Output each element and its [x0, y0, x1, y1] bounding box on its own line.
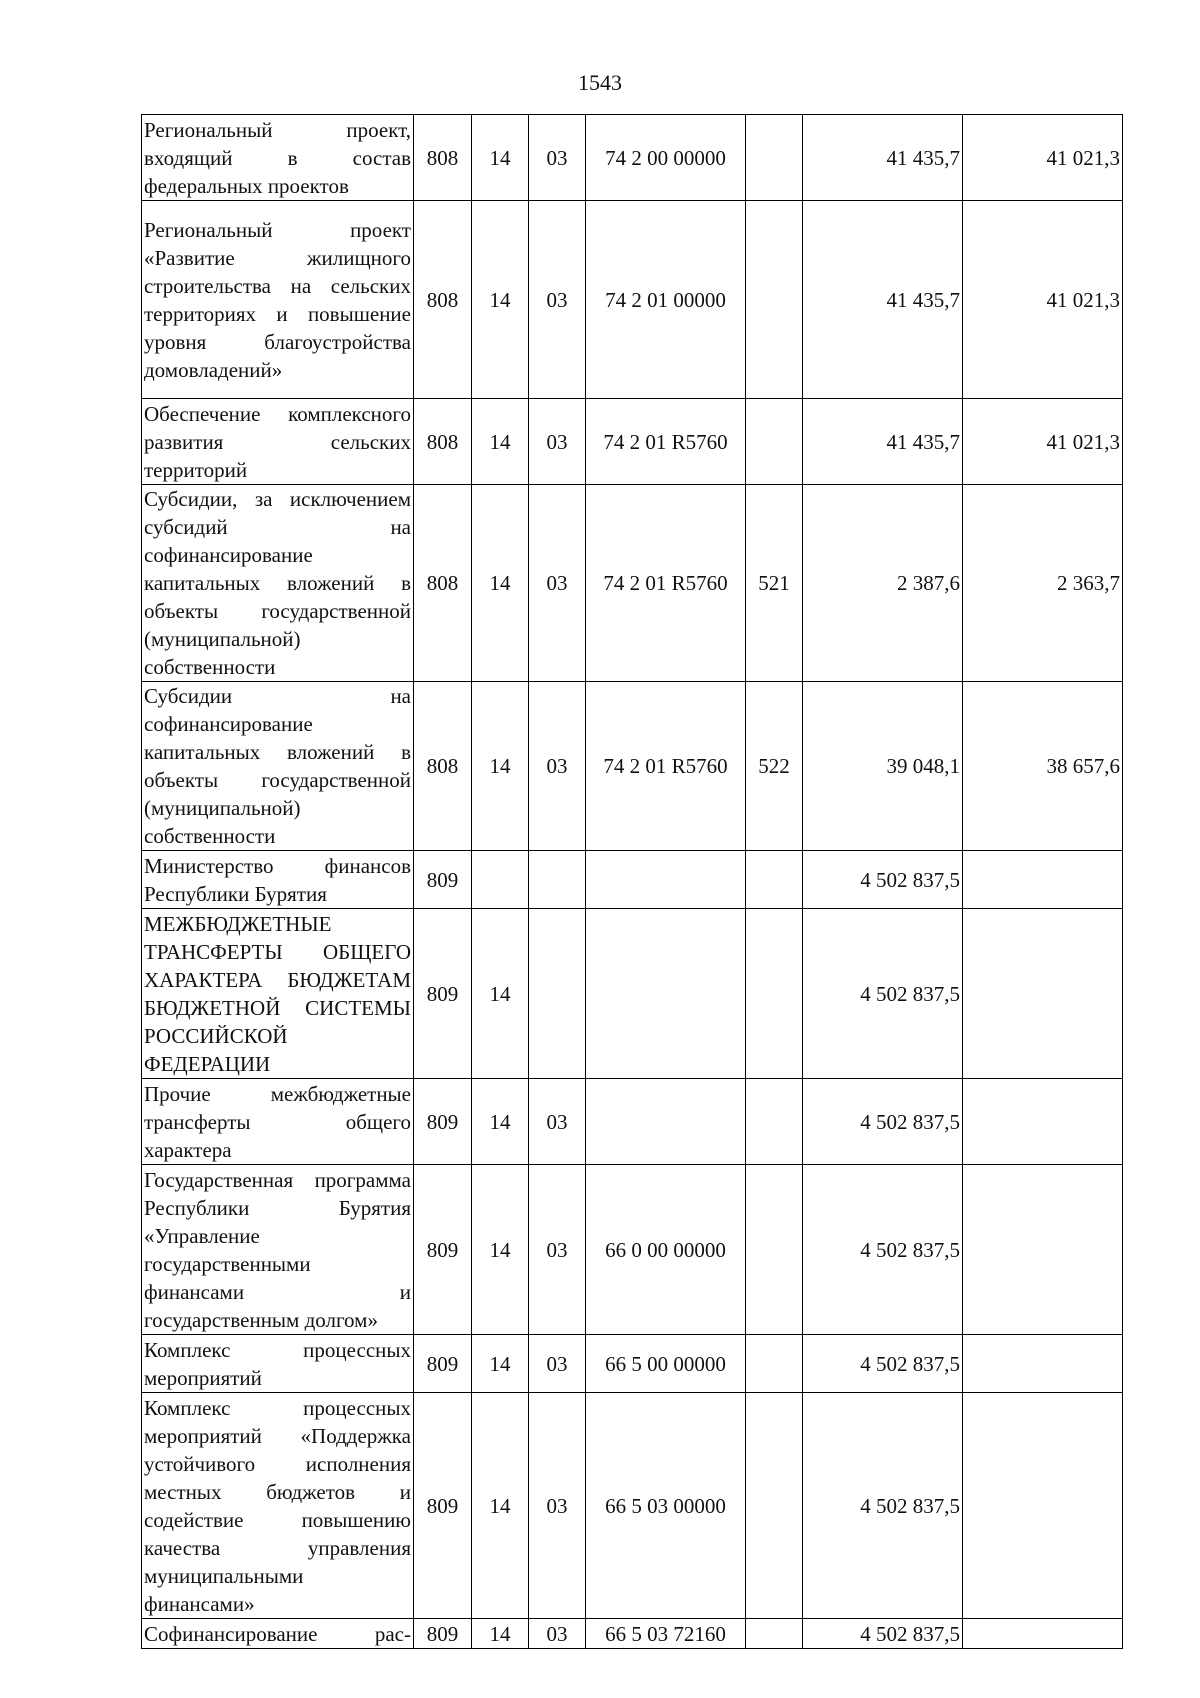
row-name: Региональный проект, входящий в состав федеральных проектов — [142, 115, 414, 201]
row-expense-type: 522 — [746, 682, 803, 851]
row-section: 14 — [472, 399, 529, 485]
row-expense-type — [746, 1079, 803, 1165]
row-section: 14 — [472, 1079, 529, 1165]
row-target-article: 74 2 00 00000 — [586, 115, 746, 201]
row-amount-2: 38 657,6 — [963, 682, 1123, 851]
row-section — [472, 851, 529, 909]
row-expense-type — [746, 399, 803, 485]
row-adm-code: 809 — [414, 1165, 472, 1335]
row-name: Региональный проект «Развитие жилищного строительства на сельских территориях и повышение уровня благоустройства домовладений» — [142, 201, 414, 399]
row-subsection: 03 — [529, 682, 586, 851]
row-name: Прочие межбюджетные трансферты общего характера — [142, 1079, 414, 1165]
table-row — [142, 485, 1123, 682]
row-amount-2: 2 363,7 — [963, 485, 1123, 682]
table-row — [142, 1165, 1123, 1335]
row-amount-1: 2 387,6 — [803, 485, 963, 682]
row-target-article: 66 5 00 00000 — [586, 1335, 746, 1393]
row-target-article: 66 5 03 72160 — [586, 1619, 746, 1649]
row-amount-2: 41 021,3 — [963, 115, 1123, 201]
table-row — [142, 682, 1123, 851]
row-name: Государственная программа Республики Бурятия «Управление государственными финансами и государственным долгом» — [142, 1165, 414, 1335]
row-amount-1: 4 502 837,5 — [803, 1393, 963, 1619]
row-adm-code: 808 — [414, 399, 472, 485]
row-expense-type — [746, 201, 803, 399]
table-row — [142, 201, 1123, 399]
row-target-article: 74 2 01 00000 — [586, 201, 746, 399]
row-expense-type: 521 — [746, 485, 803, 682]
table-row — [142, 909, 1123, 1079]
row-expense-type — [746, 1619, 803, 1649]
row-expense-type — [746, 1335, 803, 1393]
row-expense-type — [746, 851, 803, 909]
row-amount-2 — [963, 1393, 1123, 1619]
row-target-article: 74 2 01 R5760 — [586, 682, 746, 851]
row-expense-type — [746, 1393, 803, 1619]
row-adm-code: 809 — [414, 1079, 472, 1165]
row-amount-1: 4 502 837,5 — [803, 1079, 963, 1165]
table-row — [142, 399, 1123, 485]
row-adm-code: 808 — [414, 201, 472, 399]
row-name: Субсидии, за исключением субсидий на софинансирование капитальных вложений в объекты государственной (муниципальной) собственности — [142, 485, 414, 682]
budget-table — [141, 114, 1123, 1649]
row-adm-code: 809 — [414, 1619, 472, 1649]
row-amount-1: 41 435,7 — [803, 115, 963, 201]
row-name: Комплекс процессных мероприятий — [142, 1335, 414, 1393]
table-row — [142, 1619, 1123, 1649]
row-adm-code: 808 — [414, 485, 472, 682]
table-row — [142, 851, 1123, 909]
row-amount-2 — [963, 851, 1123, 909]
row-target-article — [586, 851, 746, 909]
row-amount-2: 41 021,3 — [963, 201, 1123, 399]
row-amount-2 — [963, 1165, 1123, 1335]
row-name: Комплекс процессных мероприятий «Поддержка устойчивого исполнения местных бюджетов и содействие повышению качества управления муниципальными финансами» — [142, 1393, 414, 1619]
row-subsection: 03 — [529, 115, 586, 201]
row-amount-2 — [963, 1619, 1123, 1649]
row-amount-1: 4 502 837,5 — [803, 1619, 963, 1649]
row-section: 14 — [472, 485, 529, 682]
row-amount-1: 4 502 837,5 — [803, 851, 963, 909]
row-section: 14 — [472, 1619, 529, 1649]
row-expense-type — [746, 909, 803, 1079]
table-row — [142, 1335, 1123, 1393]
row-subsection — [529, 909, 586, 1079]
row-section: 14 — [472, 682, 529, 851]
row-adm-code: 809 — [414, 1335, 472, 1393]
row-subsection: 03 — [529, 485, 586, 682]
row-amount-2: 41 021,3 — [963, 399, 1123, 485]
row-subsection: 03 — [529, 1619, 586, 1649]
page-number: 1543 — [578, 70, 622, 95]
table-row — [142, 1393, 1123, 1619]
row-section: 14 — [472, 201, 529, 399]
row-section: 14 — [472, 115, 529, 201]
row-section: 14 — [472, 909, 529, 1079]
table-row — [142, 115, 1123, 201]
row-subsection: 03 — [529, 399, 586, 485]
row-name: Субсидии на софинансирование капитальных вложений в объекты государственной (муниципальной) собственности — [142, 682, 414, 851]
row-expense-type — [746, 1165, 803, 1335]
table-row — [142, 1079, 1123, 1165]
row-target-article — [586, 909, 746, 1079]
row-adm-code: 808 — [414, 115, 472, 201]
row-adm-code: 809 — [414, 909, 472, 1079]
row-target-article: 74 2 01 R5760 — [586, 485, 746, 682]
row-adm-code: 808 — [414, 682, 472, 851]
row-amount-1: 41 435,7 — [803, 201, 963, 399]
row-subsection: 03 — [529, 1079, 586, 1165]
row-adm-code: 809 — [414, 1393, 472, 1619]
row-section: 14 — [472, 1335, 529, 1393]
row-name: Софинансирование рас- — [142, 1619, 414, 1649]
row-amount-2 — [963, 909, 1123, 1079]
row-expense-type — [746, 115, 803, 201]
row-amount-1: 4 502 837,5 — [803, 909, 963, 1079]
row-amount-1: 39 048,1 — [803, 682, 963, 851]
row-subsection: 03 — [529, 1165, 586, 1335]
row-target-article: 66 0 00 00000 — [586, 1165, 746, 1335]
row-amount-2 — [963, 1335, 1123, 1393]
row-name: МЕЖБЮДЖЕТНЫЕ ТРАНСФЕРТЫ ОБЩЕГО ХАРАКТЕРА БЮДЖЕТАМ БЮДЖЕТНОЙ СИСТЕМЫ РОССИЙСКОЙ ФЕДЕРАЦИИ — [142, 909, 414, 1079]
row-amount-2 — [963, 1079, 1123, 1165]
row-target-article — [586, 1079, 746, 1165]
row-subsection — [529, 851, 586, 909]
row-section: 14 — [472, 1165, 529, 1335]
row-subsection: 03 — [529, 1393, 586, 1619]
row-target-article: 74 2 01 R5760 — [586, 399, 746, 485]
row-subsection: 03 — [529, 1335, 586, 1393]
row-adm-code: 809 — [414, 851, 472, 909]
row-amount-1: 4 502 837,5 — [803, 1335, 963, 1393]
row-name: Обеспечение комплексного развития сельских территорий — [142, 399, 414, 485]
row-name: Министерство финансов Республики Бурятия — [142, 851, 414, 909]
row-target-article: 66 5 03 00000 — [586, 1393, 746, 1619]
row-section: 14 — [472, 1393, 529, 1619]
row-subsection: 03 — [529, 201, 586, 399]
row-amount-1: 4 502 837,5 — [803, 1165, 963, 1335]
row-amount-1: 41 435,7 — [803, 399, 963, 485]
